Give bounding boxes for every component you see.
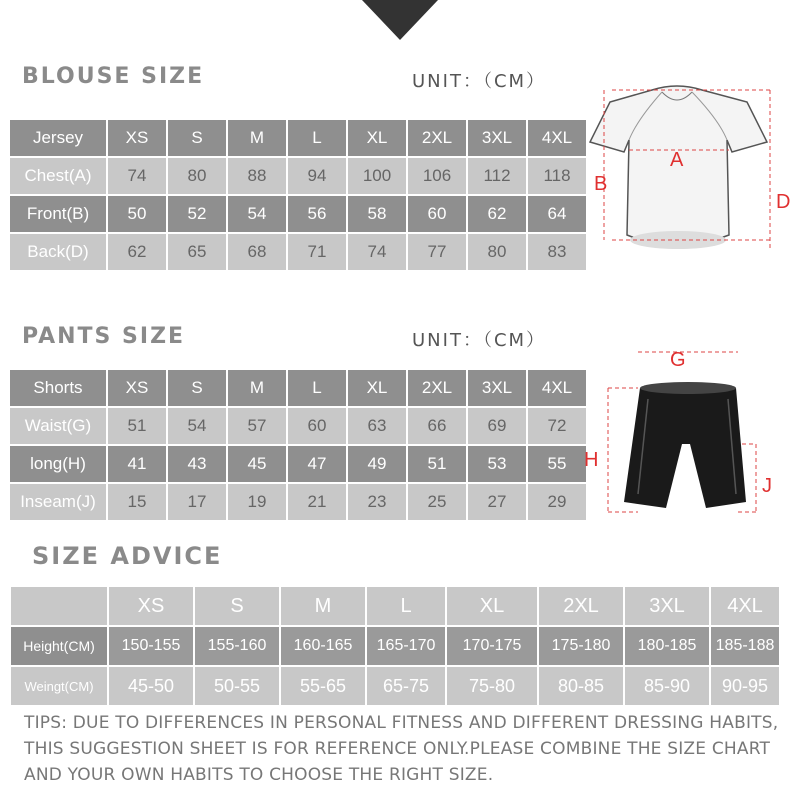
table-cell: XL xyxy=(348,120,406,156)
table-cell: 19 xyxy=(228,484,286,520)
diagram-label-d: D xyxy=(776,191,791,213)
table-cell: 27 xyxy=(468,484,526,520)
table-cell: S xyxy=(168,120,226,156)
table-cell: 45-50 xyxy=(109,667,193,705)
table-cell: Waist(G) xyxy=(10,408,106,444)
table-row xyxy=(10,484,586,520)
table-cell: 185-188 xyxy=(711,627,779,665)
table-cell: 80 xyxy=(468,234,526,270)
table-cell: 56 xyxy=(288,196,346,232)
table-cell: 72 xyxy=(528,408,586,444)
table-cell: 50 xyxy=(108,196,166,232)
table-cell: 52 xyxy=(168,196,226,232)
table-cell: 88 xyxy=(228,158,286,194)
table-cell: 155-160 xyxy=(195,627,279,665)
table-cell: 118 xyxy=(528,158,586,194)
table-cell: 4XL xyxy=(528,120,586,156)
table-cell: Inseam(J) xyxy=(10,484,106,520)
blouse-size-table xyxy=(8,118,588,272)
table-cell: 47 xyxy=(288,446,346,482)
table-cell: Weingt(CM) xyxy=(11,667,107,705)
table-cell: 63 xyxy=(348,408,406,444)
table-cell: XL xyxy=(447,587,537,625)
table-header-row xyxy=(11,587,779,625)
table-cell: 80 xyxy=(168,158,226,194)
table-cell: 3XL xyxy=(625,587,709,625)
table-cell: L xyxy=(288,120,346,156)
table-cell: Chest(A) xyxy=(10,158,106,194)
table-cell xyxy=(11,587,107,625)
table-cell: Front(B) xyxy=(10,196,106,232)
table-cell: 94 xyxy=(288,158,346,194)
table-cell: 175-180 xyxy=(539,627,623,665)
table-cell: 150-155 xyxy=(109,627,193,665)
table-cell: 60 xyxy=(288,408,346,444)
table-cell: 106 xyxy=(408,158,466,194)
table-cell: 29 xyxy=(528,484,586,520)
pants-unit-label: UNIT：（CM） xyxy=(412,330,547,351)
blouse-size-title: BLOUSE SIZE xyxy=(22,64,205,89)
table-cell: 4XL xyxy=(711,587,779,625)
table-cell: 60 xyxy=(408,196,466,232)
tips-text: TIPS: DUE TO DIFFERENCES IN PERSONAL FITNESS AND DIFFERENT DRESSING HABITS, THIS SUGGESTION SHEET IS FOR REFERENCE ONLY.PLEASE COMBINE THE SIZE CHART AND YOUR OWN HABITS TO CHOOSE THE RIGHT SIZE. xyxy=(24,713,779,785)
table-cell: 55-65 xyxy=(281,667,365,705)
blouse-unit-label: UNIT：（CM） xyxy=(412,71,547,92)
table-cell: 23 xyxy=(348,484,406,520)
table-cell: 68 xyxy=(228,234,286,270)
table-cell: XL xyxy=(348,370,406,406)
table-cell: 65 xyxy=(168,234,226,270)
table-cell: Shorts xyxy=(10,370,106,406)
table-cell: M xyxy=(228,370,286,406)
table-cell: 90-95 xyxy=(711,667,779,705)
table-cell: Jersey xyxy=(10,120,106,156)
table-cell: XS xyxy=(109,587,193,625)
table-row xyxy=(10,446,586,482)
diagram-label-a: A xyxy=(670,149,684,171)
table-cell: 41 xyxy=(108,446,166,482)
table-cell: 53 xyxy=(468,446,526,482)
table-cell: Height(CM) xyxy=(11,627,107,665)
table-cell: 74 xyxy=(348,234,406,270)
table-cell: M xyxy=(281,587,365,625)
size-advice-title: SIZE ADVICE xyxy=(32,542,223,570)
table-cell: 3XL xyxy=(468,120,526,156)
shorts-diagram xyxy=(578,344,792,524)
table-row xyxy=(10,408,586,444)
table-cell: M xyxy=(228,120,286,156)
table-cell: 62 xyxy=(108,234,166,270)
table-cell: 80-85 xyxy=(539,667,623,705)
table-cell: 51 xyxy=(408,446,466,482)
table-cell: S xyxy=(168,370,226,406)
table-cell: 50-55 xyxy=(195,667,279,705)
table-cell: 4XL xyxy=(528,370,586,406)
table-cell: 112 xyxy=(468,158,526,194)
pants-size-title: PANTS SIZE xyxy=(22,324,186,349)
diagram-label-h: H xyxy=(584,449,599,471)
table-cell: 15 xyxy=(108,484,166,520)
table-cell: S xyxy=(195,587,279,625)
table-row xyxy=(11,627,779,665)
table-cell: 21 xyxy=(288,484,346,520)
table-row xyxy=(10,234,586,270)
table-cell: 180-185 xyxy=(625,627,709,665)
table-cell: L xyxy=(288,370,346,406)
table-cell: 54 xyxy=(228,196,286,232)
table-cell: XS xyxy=(108,370,166,406)
pants-size-table xyxy=(8,368,588,522)
table-cell: 85-90 xyxy=(625,667,709,705)
jersey-diagram xyxy=(582,80,792,260)
table-cell: 3XL xyxy=(468,370,526,406)
table-cell: 71 xyxy=(288,234,346,270)
table-cell: 64 xyxy=(528,196,586,232)
diagram-label-b: B xyxy=(594,173,608,195)
size-advice-table xyxy=(9,585,781,707)
table-cell: 43 xyxy=(168,446,226,482)
table-cell: 2XL xyxy=(408,370,466,406)
table-cell: 49 xyxy=(348,446,406,482)
table-cell: 2XL xyxy=(408,120,466,156)
table-cell: 74 xyxy=(108,158,166,194)
table-cell: 170-175 xyxy=(447,627,537,665)
table-cell: 75-80 xyxy=(447,667,537,705)
table-cell: 69 xyxy=(468,408,526,444)
table-cell: 55 xyxy=(528,446,586,482)
table-cell: 54 xyxy=(168,408,226,444)
table-cell: 65-75 xyxy=(367,667,445,705)
table-cell: 57 xyxy=(228,408,286,444)
table-cell: 165-170 xyxy=(367,627,445,665)
table-cell: Back(D) xyxy=(10,234,106,270)
table-header-row xyxy=(10,370,586,406)
table-cell: 77 xyxy=(408,234,466,270)
diagram-label-j: J xyxy=(762,475,772,497)
table-cell: 66 xyxy=(408,408,466,444)
table-cell: 160-165 xyxy=(281,627,365,665)
table-row xyxy=(10,158,586,194)
table-cell: 25 xyxy=(408,484,466,520)
table-cell: 17 xyxy=(168,484,226,520)
table-cell: long(H) xyxy=(10,446,106,482)
table-cell: 2XL xyxy=(539,587,623,625)
table-cell: 62 xyxy=(468,196,526,232)
diagram-label-g: G xyxy=(670,349,686,371)
table-cell: L xyxy=(367,587,445,625)
table-row xyxy=(10,196,586,232)
table-cell: 83 xyxy=(528,234,586,270)
down-arrow-icon xyxy=(362,0,438,40)
table-cell: 100 xyxy=(348,158,406,194)
table-cell: 51 xyxy=(108,408,166,444)
table-row xyxy=(11,667,779,705)
table-cell: XS xyxy=(108,120,166,156)
table-cell: 58 xyxy=(348,196,406,232)
table-header-row xyxy=(10,120,586,156)
table-cell: 45 xyxy=(228,446,286,482)
